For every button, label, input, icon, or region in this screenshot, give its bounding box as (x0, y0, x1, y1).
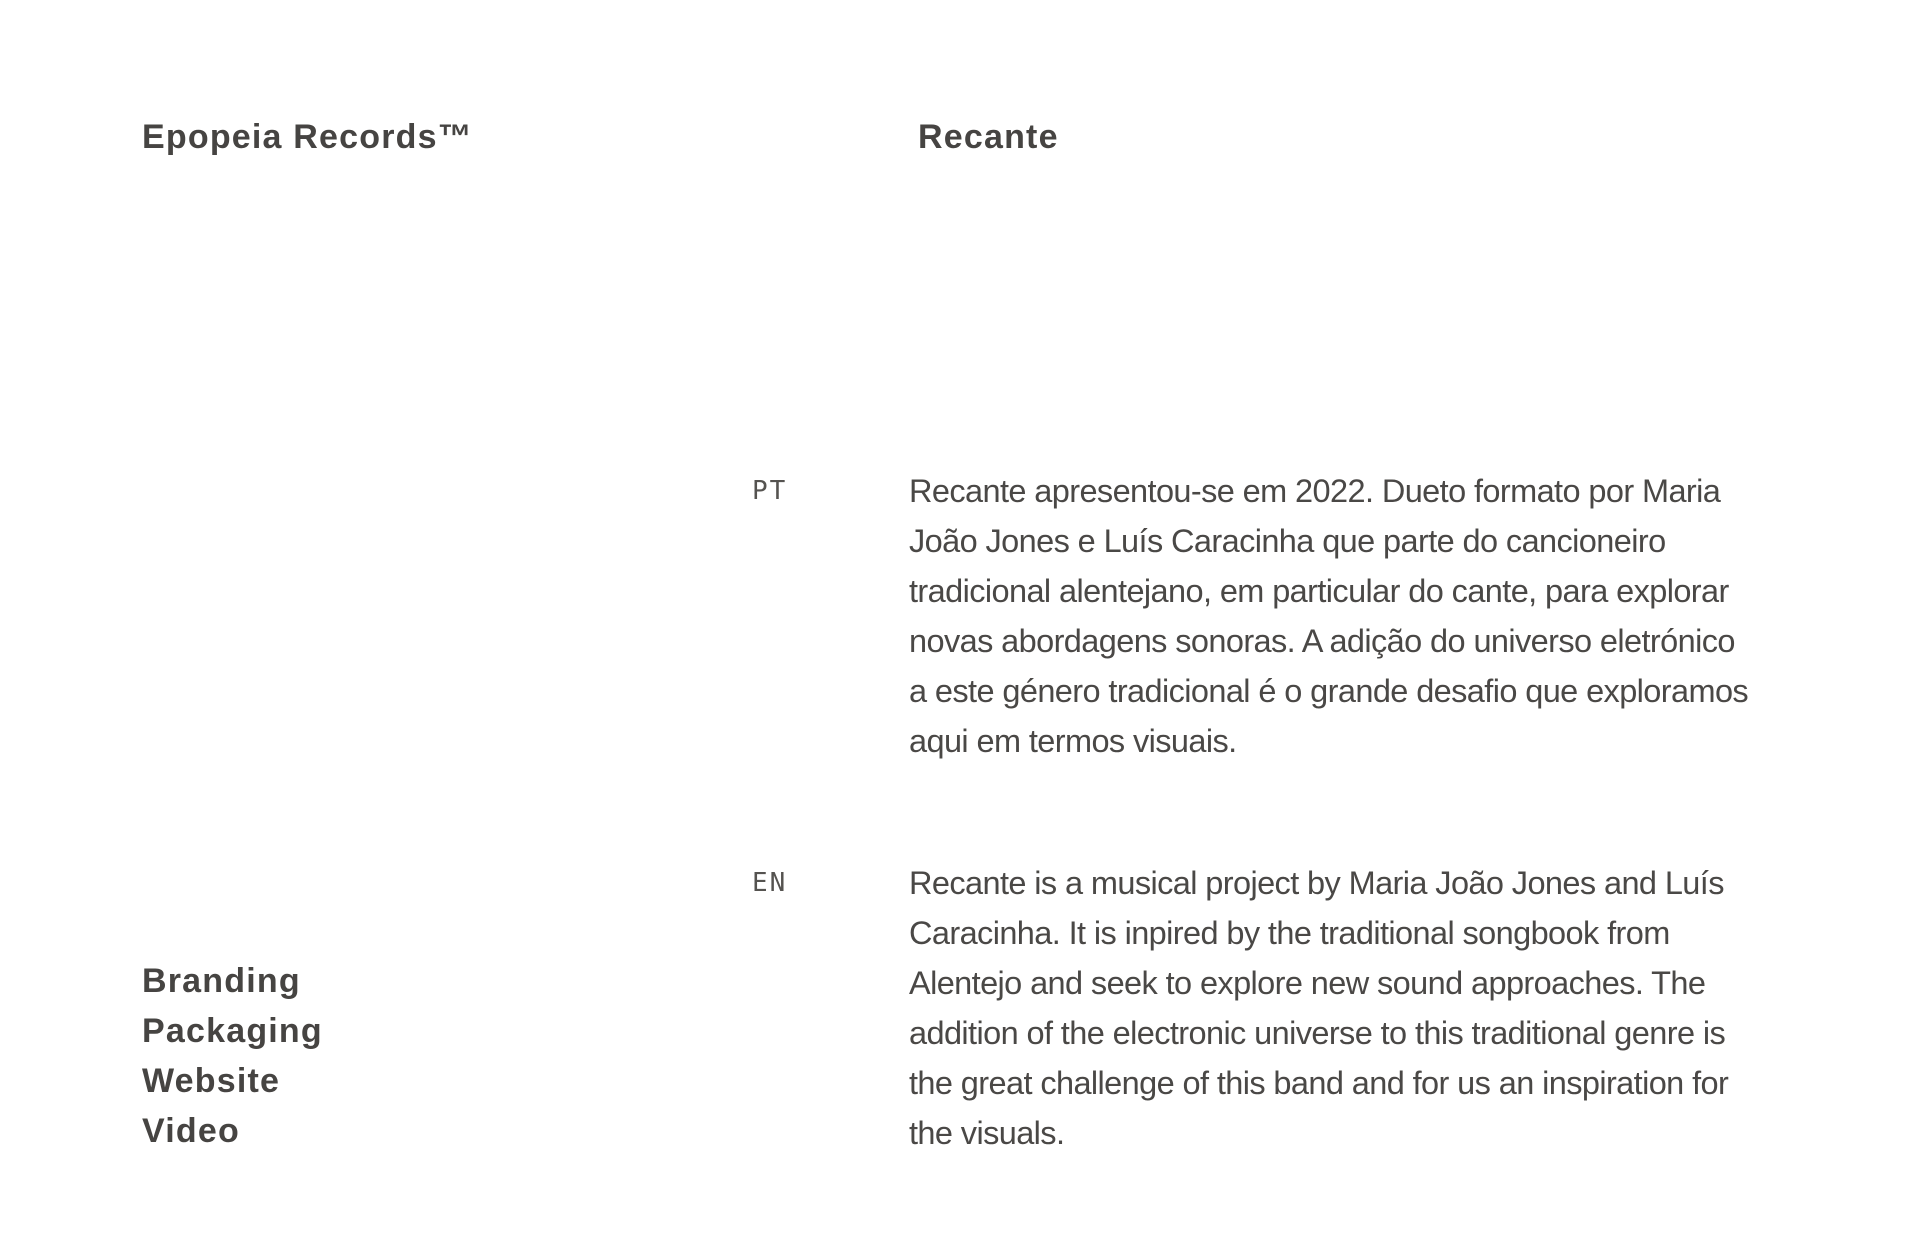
language-label-pt: PT (752, 476, 788, 506)
services-list (142, 956, 323, 1156)
service-video: Video (142, 1112, 240, 1150)
description-pt: Recante apresentou-se em 2022. Dueto formato por Maria João Jones e Luís Caracinha que parte do cancioneiro tradicional alentejano, em particular do cante, para explorar novas abordagens sonoras. A adição do universo eletrónico a este género tradicional é o grande desafio que exploramos aqui em termos visuais. (909, 473, 1749, 759)
language-label-en: EN (752, 868, 788, 898)
service-website: Website (142, 1062, 281, 1100)
project-title: Recante (918, 118, 1059, 156)
description-en: Recante is a musical project by Maria João Jones and Luís Caracinha. It is inpired by the traditional songbook from Alentejo and seek to explore new sound approaches. The addition of the electronic universe to this traditional genre is the great challenge of this band and for us an inspiration for the visuals. (909, 865, 1729, 1151)
service-branding: Branding (142, 962, 301, 1000)
client-name: Epopeia Records™ (142, 118, 473, 156)
service-packaging: Packaging (142, 1012, 323, 1050)
